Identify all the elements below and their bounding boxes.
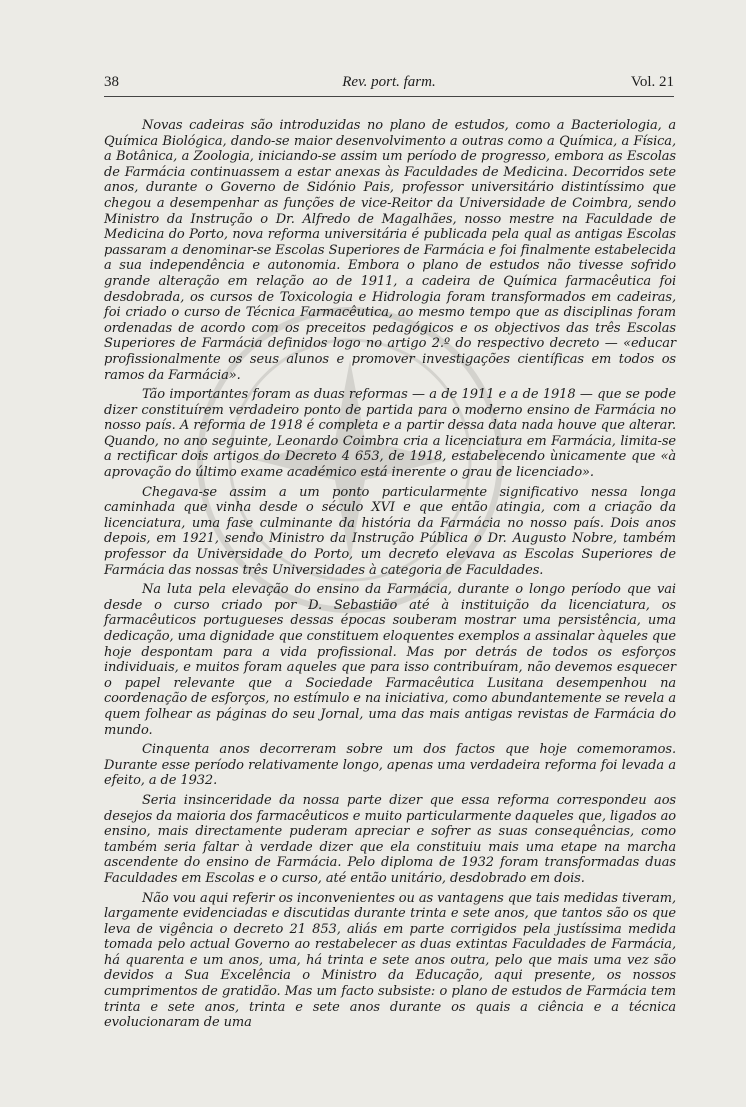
article-body [104,118,676,1035]
paragraph: Não vou aqui referir os inconvenientes ou as vantagens que tais medidas tiveram, largamente evidenciadas e discutidas durante trinta e sete anos, que tantos são os que leva de vigência o decreto 21 853, aliás em parte corrigidos pela justíssima medida tomada pelo actual Governo ao restabelecer as duas extintas Faculdades de Farmácia, há quarenta e um anos, uma, há trinta e sete anos outra, pelo que mais uma vez são devidos a Sua Excelência o Ministro da Educação, aqui presente, os nossos cumprimentos de gratidão. Mas um facto subsiste: o plano de estudos de Farmácia tem trinta e sete anos, trinta e sete anos durante os quais a ciência e a técnica evolucionaram de uma [104,890,676,1031]
paragraph: Seria insinceridade da nossa parte dizer que essa reforma correspondeu aos desejos da maioria dos farmacêuticos e muito particularmente daqueles que, ligados ao ensino, mais directamente puderam apreciar e sofrer as suas consequências, como também seria faltar à verdade dizer que ela constituiu mais uma etape na marcha ascendente do ensino de Farmácia. Pelo diploma de 1932 foram transformadas duas Faculdades em Escolas e o curso, até então unitário, desdobrado em dois. [104,792,676,886]
volume-label: Vol. 21 [630,74,674,90]
paragraph: Chegava-se assim a um ponto particularmente significativo nessa longa caminhada que vinha desde o século XVI e que então atingia, com a criação da licenciatura, uma fase culminante da história da Farmácia no nosso país. Dois anos depois, em 1921, sendo Ministro da Instrução Pública o Dr. Augusto Nobre, também professor da Universidade do Porto, um decreto elevava as Escolas Superiores de Farmácia das nossas três Universidades à categoria de Faculdades. [104,484,676,578]
running-header [104,74,674,97]
page-number: 38 [104,74,119,90]
paragraph: Novas cadeiras são introduzidas no plano de estudos, como a Bacteriologia, a Química Biológica, dando-se maior desenvolvimento a outras como a Química, a Física, a Botânica, a Zoologia, iniciando-se assim um período de progresso, embora as Escolas de Farmácia continuassem a estar anexas às Faculdades de Medicina. Decorridos sete anos, durante o Governo de Sidónio Pais, professor universitário distintíssimo que chegou a desempenhar as funções de vice-Reitor da Universidade de Coimbra, sendo Ministro da Instrução o Dr. Alfredo de Magalhães, nosso mestre na Faculdade de Medicina do Porto, nova reforma universitária é publicada pela qual as antigas Escolas passaram a denominar-se Escolas Superiores de Farmácia e foi finalmente estabelecida a sua independência e autonomia. Embora o plano de estudos não tivesse sofrido grande alteração em relação ao de 1911, a cadeira de Química farmacêutica foi desdobrada, os cursos de Toxicologia e Hidrologia foram transformados em cadeiras, foi criado o curso de Técnica Farmacêutica, ao mesmo tempo que as disciplinas foram ordenadas de acordo com os preceitos pedagógicos e os objectivos das três Escolas Superiores de Farmácia definidos logo no artigo 2.º do respectivo decreto — «educar profissionalmente os seus alunos e promover investigações científicas em todos os ramos da Farmácia». [104,118,676,383]
journal-title: Rev. port. farm. [342,74,436,90]
paragraph: Na luta pela elevação do ensino da Farmácia, durante o longo período que vai desde o curso criado por D. Sebastião até à instituição da licenciatura, os farmacêuticos portugueses dessas épocas souberam mostrar uma persistência, uma dedicação, uma dignidade que constituem eloquentes exemplos a assinalar àqueles que hoje despontam para a vida profissional. Mas por detrás de todos os esforços individuais, e muitos foram aqueles que para isso contribuíram, não devemos esquecer o papel relevante que a Sociedade Farmacêutica Lusitana desempenhou na coordenação de esforços, no estímulo e na iniciativa, como abundantemente se revela a quem folhear as páginas do seu Jornal, uma das mais antigas revistas de Farmácia do mundo. [104,582,676,738]
paragraph: Tão importantes foram as duas reformas — a de 1911 e a de 1918 — que se pode dizer constituírem verdadeiro ponto de partida para o moderno ensino de Farmácia no nosso país. A reforma de 1918 é completa e a partir dessa data nada houve que alterar. Quando, no ano seguinte, Leonardo Coimbra cria a licenciatura em Farmácia, limita-se a rectificar dois artigos do Decreto 4 653, de 1918, estabelecendo ùnicamente que «à aprovação do último exame académico está inerente o grau de licenciado». [104,387,676,481]
paragraph: Cinquenta anos decorreram sobre um dos factos que hoje comemoramos. Durante esse período relativamente longo, apenas uma verdadeira reforma foi levada a efeito, a de 1932. [104,742,676,789]
